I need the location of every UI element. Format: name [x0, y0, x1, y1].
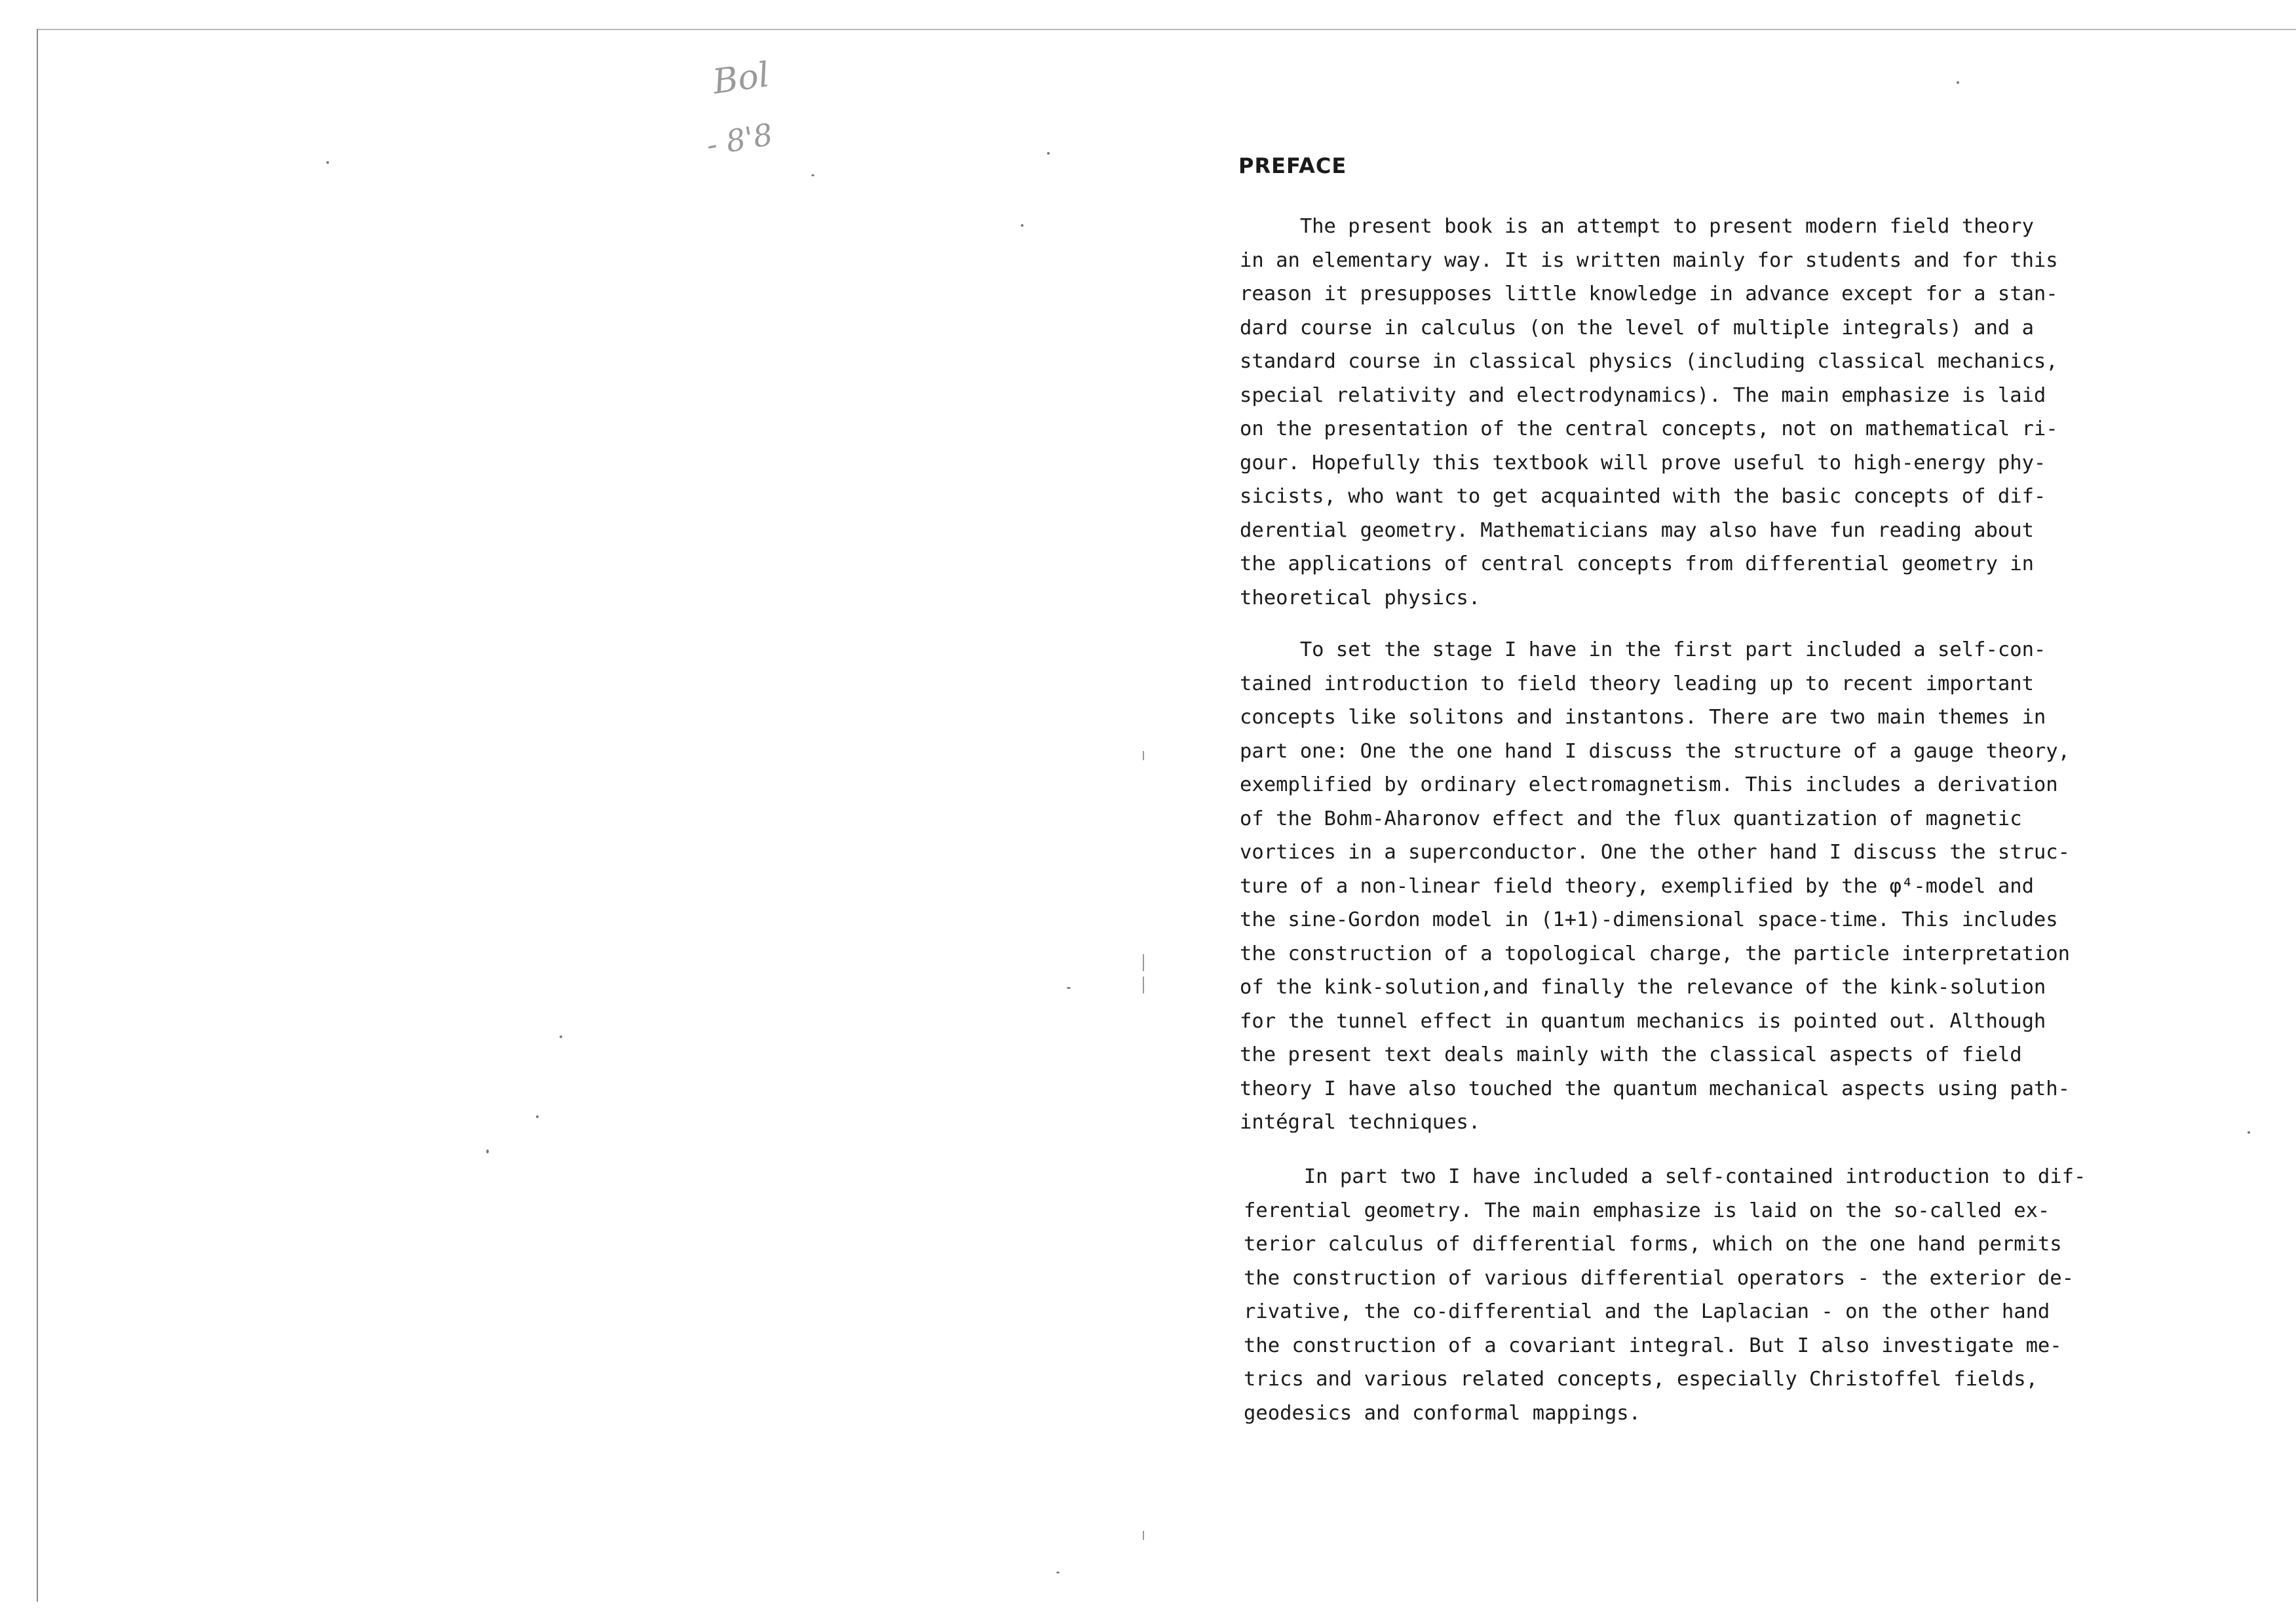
text-line: vortices in a superconductor. One the other hand I discuss the struc- — [1240, 841, 2071, 864]
preface-paragraph-2 — [1240, 633, 2236, 1140]
text-line: the applications of central concepts from differential geometry in — [1240, 552, 2034, 575]
text-line: the construction of various differential operators - the exterior de- — [1244, 1266, 2075, 1290]
text-line: sicists, who want to get acquainted with the basic concepts of dif- — [1240, 485, 2046, 508]
text-line: exemplified by ordinary electromagnetism. This includes a derivation — [1240, 773, 2058, 796]
scan-speck — [1047, 152, 1050, 155]
left-page — [38, 30, 1145, 1616]
text-line: in an elementary way. It is written mainly for students and for this — [1240, 248, 2058, 272]
text-line: In part two I have included a self-contained introduction to dif- — [1244, 1165, 2086, 1188]
text-line: the construction of a covariant integral. But I also investigate me- — [1244, 1334, 2062, 1357]
text-line: intégral techniques. — [1240, 1111, 1481, 1134]
scan-speck — [486, 1149, 489, 1153]
text-line: concepts like solitons and instantons. There are two main themes in — [1240, 706, 2046, 729]
text-line: the sine-Gordon model in (1+1)-dimensional space-time. This includes — [1240, 908, 2058, 931]
text-line: ferential geometry. The main emphasize is laid on the so-called ex- — [1244, 1199, 2050, 1222]
text-line: the present text deals mainly with the classical aspects of field — [1240, 1043, 2022, 1066]
text-line: standard course in classical physics (including classical mechanics, — [1240, 350, 2058, 373]
text-line: theoretical physics. — [1240, 586, 1481, 609]
text-line: geodesics and conformal mappings. — [1244, 1401, 1641, 1425]
text-line: for the tunnel effect in quantum mechanics is pointed out. Although — [1240, 1009, 2046, 1033]
preface-paragraph-1 — [1240, 210, 2236, 615]
text-line: on the presentation of the central concepts, not on mathematical ri- — [1240, 417, 2058, 440]
gutter-mark — [1143, 976, 1144, 994]
scan-speck — [1021, 224, 1024, 227]
text-line: part one: One the one hand I discuss the structure of a gauge theory, — [1240, 739, 2071, 763]
text-line: reason it presupposes little knowledge in advance except for a stan- — [1240, 282, 2058, 305]
text-line: of the kink-solution,and finally the relevance of the kink-solution — [1240, 976, 2046, 999]
scan-speck — [326, 161, 329, 164]
text-line: dard course in calculus (on the level of multiple integrals) and a — [1240, 316, 2034, 339]
text-line: The present book is an attempt to present modern field theory — [1240, 215, 2034, 238]
gutter-mark — [1143, 1531, 1144, 1540]
scan-speck — [560, 1035, 562, 1038]
scan-speck — [811, 174, 814, 176]
scan-speck — [536, 1115, 539, 1118]
gutter-mark — [1143, 954, 1144, 971]
scan-speck — [1957, 81, 1959, 84]
preface-paragraph-3 — [1244, 1160, 2240, 1430]
text-line: To set the stage I have in the first part included a self-con- — [1240, 638, 2046, 661]
text-line: special relativity and electrodynamics). The main emphasize is laid — [1240, 383, 2046, 407]
preface-heading: PREFACE — [1238, 153, 1347, 178]
text-line: rivative, the co-differential and the Laplacian - on the other hand — [1244, 1300, 2050, 1323]
scan-speck — [2248, 1131, 2250, 1134]
scan-speck — [1056, 1572, 1060, 1574]
handwritten-note-2: - 8'8 — [704, 116, 776, 163]
scan-speck — [1067, 987, 1071, 989]
text-line: tained introduction to field theory leading up to recent important — [1240, 672, 2034, 695]
text-line: theory I have also touched the quantum mechanical aspects using path- — [1240, 1077, 2071, 1100]
text-line: of the Bohm-Aharonov effect and the flux quantization of magnetic — [1240, 807, 2022, 830]
text-line: gour. Hopefully this textbook will prove useful to high-energy phy- — [1240, 451, 2046, 474]
text-line: terior calculus of differential forms, which on the one hand permits — [1244, 1233, 2062, 1256]
text-line: ture of a non-linear field theory, exemplified by the φ⁴-model and — [1240, 874, 2034, 898]
gutter-mark — [1143, 751, 1144, 760]
text-line: derential geometry. Mathematicians may also have fun reading about — [1240, 518, 2034, 542]
text-line: trics and various related concepts, especially Christoffel fields, — [1244, 1368, 2038, 1391]
text-line: the construction of a topological charge, the particle interpretation — [1240, 942, 2071, 965]
right-page — [1147, 30, 2287, 1616]
handwritten-note-1: Bol — [710, 55, 772, 102]
